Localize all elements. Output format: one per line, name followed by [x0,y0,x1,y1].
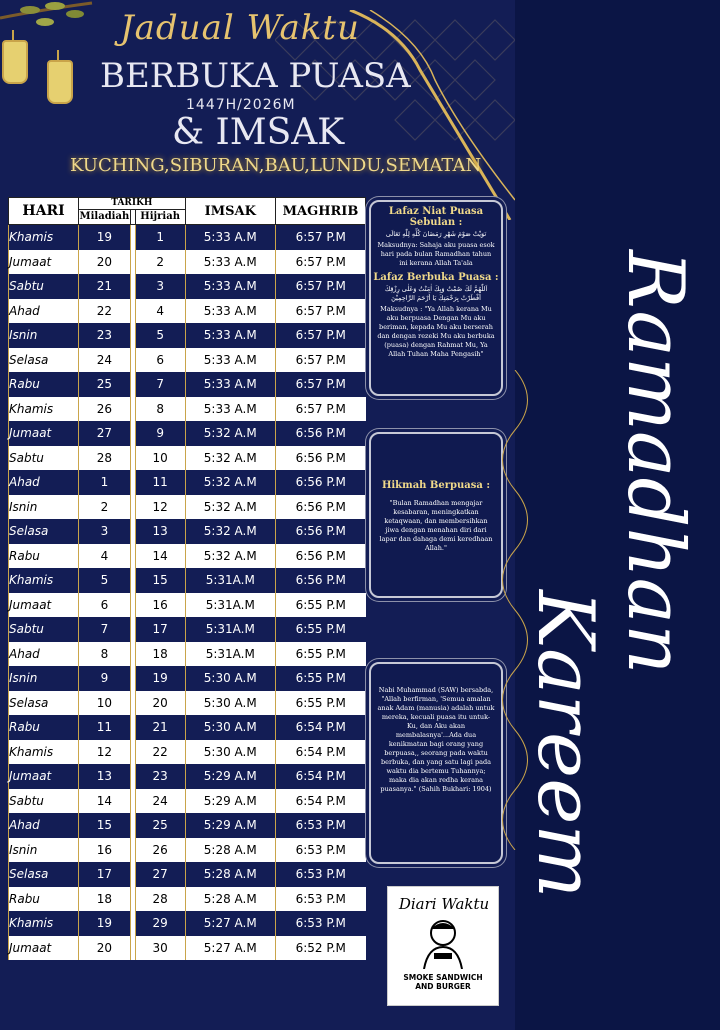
day-cell: Rabu [9,372,79,397]
col-miladiah-header: Miladiah [79,209,131,224]
miladiah-cell: 11 [79,715,131,740]
imsak-cell: 5:33 A.M [185,348,275,373]
miladiah-cell: 25 [79,372,131,397]
imsak-cell: 5:32 A.M [185,446,275,471]
maghrib-cell: 6:55 P.M [276,617,366,642]
table-row [9,470,366,495]
table-row [9,544,366,569]
table-row [9,617,366,642]
hijriah-cell: 1 [135,225,185,250]
chef-portrait-icon [420,915,466,969]
maghrib-cell: 6:55 P.M [276,666,366,691]
imsak-cell: 5:33 A.M [185,274,275,299]
logo-brand-name: Diari Waktu [398,895,490,913]
imsak-cell: 5:28 A.M [185,862,275,887]
day-cell: Sabtu [9,446,79,471]
imsak-cell: 5:33 A.M [185,250,275,275]
imsak-cell: 5:32 A.M [185,544,275,569]
day-cell: Selasa [9,691,79,716]
imsak-cell: 5:30 A.M [185,691,275,716]
hijriah-cell: 21 [135,715,185,740]
maghrib-cell: 6:55 P.M [276,593,366,618]
miladiah-cell: 4 [79,544,131,569]
imsak-cell: 5:29 A.M [185,764,275,789]
hijriah-cell: 26 [135,838,185,863]
maghrib-cell: 6:56 P.M [276,544,366,569]
col-tarikh-header: TARIKH [79,198,185,210]
maghrib-cell: 6:57 P.M [276,250,366,275]
day-cell: Khamis [9,225,79,250]
day-cell: Jumaat [9,421,79,446]
miladiah-cell: 27 [79,421,131,446]
hijriah-cell: 5 [135,323,185,348]
imsak-cell: 5:29 A.M [185,789,275,814]
hijriah-cell: 16 [135,593,185,618]
day-cell: Khamis [9,740,79,765]
imsak-cell: 5:27 A.M [185,936,275,961]
miladiah-cell: 21 [79,274,131,299]
maghrib-cell: 6:55 P.M [276,642,366,667]
miladiah-cell: 20 [79,250,131,275]
imsak-cell: 5:30 A.M [185,715,275,740]
hijriah-cell: 13 [135,519,185,544]
col-hijriah-header: Hijriah [135,209,185,224]
miladiah-cell: 5 [79,568,131,593]
table-row [9,568,366,593]
imsak-cell: 5:33 A.M [185,299,275,324]
hijriah-cell: 24 [135,789,185,814]
day-cell: Sabtu [9,789,79,814]
logo-tagline [390,973,496,991]
maghrib-cell: 6:56 P.M [276,495,366,520]
imsak-cell: 5:31A.M [185,593,275,618]
table-row [9,887,366,912]
table-row [9,642,366,667]
maghrib-cell: 6:57 P.M [276,299,366,324]
table-row [9,421,366,446]
table-row [9,789,366,814]
day-cell: Rabu [9,715,79,740]
day-cell: Isnin [9,838,79,863]
lantern-icon [47,60,73,104]
hijriah-cell: 12 [135,495,185,520]
miladiah-cell: 24 [79,348,131,373]
miladiah-cell: 14 [79,789,131,814]
table-row [9,691,366,716]
hijriah-cell: 6 [135,348,185,373]
day-cell: Sabtu [9,617,79,642]
imsak-cell: 5:33 A.M [185,225,275,250]
imsak-cell: 5:32 A.M [185,519,275,544]
miladiah-cell: 20 [79,936,131,961]
imsak-cell: 5:32 A.M [185,470,275,495]
day-cell: Khamis [9,911,79,936]
table-row [9,936,366,961]
hijriah-cell: 4 [135,299,185,324]
maghrib-cell: 6:57 P.M [276,397,366,422]
hikmah-title: Hikmah Berpuasa : [381,480,491,491]
day-cell: Khamis [9,568,79,593]
imsak-cell: 5:33 A.M [185,397,275,422]
imsak-title: & IMSAK [172,112,345,153]
berbuka-meaning: Maksudnya : "Ya Allah kerana Mu aku berpuasa Dengan Mu aku beriman, kepada Mu aku berserah dan dengan rezeki Mu aku berbuka (puasa) dengan Rahmat Mu, Ya Allah Tuhan Maha Pengasih" [377,305,495,358]
miladiah-cell: 19 [79,225,131,250]
hijriah-cell: 15 [135,568,185,593]
hijriah-cell: 14 [135,544,185,569]
maghrib-cell: 6:57 P.M [276,348,366,373]
maghrib-cell: 6:56 P.M [276,470,366,495]
table-row [9,372,366,397]
table-row [9,593,366,618]
hijriah-cell: 8 [135,397,185,422]
imsak-cell: 5:31A.M [185,617,275,642]
maghrib-cell: 6:54 P.M [276,740,366,765]
day-cell: Ahad [9,813,79,838]
maghrib-cell: 6:56 P.M [276,519,366,544]
table-row [9,323,366,348]
logo-tagline-2: AND BURGER [415,982,471,991]
table-row [9,299,366,324]
miladiah-cell: 12 [79,740,131,765]
hijriah-cell: 17 [135,617,185,642]
day-cell: Rabu [9,887,79,912]
niat-arabic: نَوَيْتُ صَوْمَ شَهْرِ رَمَضَانَ كُلِّهِ لِلّٰهِ تَعَالَى [385,230,487,238]
day-cell: Rabu [9,544,79,569]
table-row [9,225,366,250]
maghrib-cell: 6:57 P.M [276,323,366,348]
day-cell: Ahad [9,470,79,495]
berbuka-arabic: اَللّٰهُمَّ لَكَ صُمْتُ وَبِكَ اٰمَنْتُ وَعَلٰى رِزْقِكَ أَفْطَرْتُ بِرَحْمَتِكَ يَا أَرْحَمَ الرَّاحِمِيْنَ [384,285,488,302]
miladiah-cell: 13 [79,764,131,789]
col-imsak-header: IMSAK [185,198,275,225]
hijriah-cell: 7 [135,372,185,397]
maghrib-cell: 6:53 P.M [276,862,366,887]
table-row [9,813,366,838]
table-row [9,495,366,520]
imsak-cell: 5:31A.M [185,642,275,667]
table-row [9,764,366,789]
hikmah-text: "Bulan Ramadhan mengajar kesabaran, meningkatkan ketaqwaan, dan membersihkan jiwa dengan menahan diri dari lapar dan dahaga demi keredhaan Allah." [379,499,493,552]
script-title: Jadual Waktu [120,8,360,48]
hijriah-cell: 29 [135,911,185,936]
hadith-card [369,662,503,864]
day-cell: Isnin [9,495,79,520]
maghrib-cell: 6:57 P.M [276,225,366,250]
hijriah-cell: 18 [135,642,185,667]
day-cell: Jumaat [9,764,79,789]
miladiah-cell: 22 [79,299,131,324]
miladiah-cell: 16 [79,838,131,863]
lantern-icon [2,40,28,84]
maghrib-cell: 6:53 P.M [276,813,366,838]
imsak-cell: 5:27 A.M [185,911,275,936]
niat-puasa-card [369,200,503,396]
hijriah-cell: 2 [135,250,185,275]
hijriah-cell: 25 [135,813,185,838]
kareem-script: Kareem [520,590,610,899]
day-cell: Isnin [9,323,79,348]
maghrib-cell: 6:53 P.M [276,838,366,863]
col-maghrib-header: MAGHRIB [276,198,366,225]
hijriah-cell: 11 [135,470,185,495]
niat-title: Lafaz Niat Puasa Sebulan : [388,206,484,228]
imsak-cell: 5:33 A.M [185,323,275,348]
maghrib-cell: 6:56 P.M [276,568,366,593]
day-cell: Selasa [9,519,79,544]
year-label: 1447H/2026M [186,97,296,113]
imsak-cell: 5:30 A.M [185,740,275,765]
table-row [9,911,366,936]
imsak-cell: 5:33 A.M [185,372,275,397]
logo-tagline-1: SMOKE SANDWICH [403,973,483,982]
imsak-cell: 5:32 A.M [185,495,275,520]
miladiah-cell: 18 [79,887,131,912]
maghrib-cell: 6:53 P.M [276,887,366,912]
table-row [9,862,366,887]
miladiah-cell: 15 [79,813,131,838]
maghrib-cell: 6:55 P.M [276,691,366,716]
table-row [9,446,366,471]
maghrib-cell: 6:57 P.M [276,372,366,397]
table-row [9,250,366,275]
imsak-cell: 5:28 A.M [185,838,275,863]
hijriah-cell: 19 [135,666,185,691]
berbuka-title: Lafaz Berbuka Puasa : [373,272,499,283]
hijriah-cell: 10 [135,446,185,471]
day-cell: Selasa [9,862,79,887]
day-cell: Jumaat [9,936,79,961]
maghrib-cell: 6:54 P.M [276,789,366,814]
hadith-text: Nabi Muhammad (SAW) bersabda, "Allah berfirman, 'Semua amalan anak Adam (manusia) adalah untuk mereka, kecuali puasa itu untuk-Ku, dan Aku akan membalasnya'...Ada dua kenikmatan bagi orang yang berpuasa,, seorang pada waktu berbuka, dan yang satu lagi pada waktu dia bertemu Tuhannya; maka dia akan redha kerana puasanya." (Sahih Bukhari: 1904) [377,686,495,793]
imsak-cell: 5:29 A.M [185,813,275,838]
ramadhan-script: Ramadhan [610,250,700,675]
day-cell: Ahad [9,642,79,667]
day-cell: Ahad [9,299,79,324]
day-cell: Jumaat [9,250,79,275]
maghrib-cell: 6:56 P.M [276,421,366,446]
table-row [9,519,366,544]
hijriah-cell: 22 [135,740,185,765]
day-cell: Isnin [9,666,79,691]
table-row [9,666,366,691]
hijriah-cell: 23 [135,764,185,789]
table-row [9,740,366,765]
miladiah-cell: 1 [79,470,131,495]
maghrib-cell: 6:52 P.M [276,936,366,961]
day-cell: Sabtu [9,274,79,299]
imsak-cell: 5:30 A.M [185,666,275,691]
table-row [9,274,366,299]
prayer-schedule-table [8,197,366,960]
miladiah-cell: 17 [79,862,131,887]
hijriah-cell: 3 [135,274,185,299]
table-row [9,838,366,863]
maghrib-cell: 6:54 P.M [276,715,366,740]
miladiah-cell: 26 [79,397,131,422]
imsak-cell: 5:31A.M [185,568,275,593]
imsak-cell: 5:28 A.M [185,887,275,912]
maghrib-cell: 6:57 P.M [276,274,366,299]
hijriah-cell: 28 [135,887,185,912]
brand-logo [387,886,499,1006]
maghrib-cell: 6:54 P.M [276,764,366,789]
miladiah-cell: 10 [79,691,131,716]
hijriah-cell: 20 [135,691,185,716]
miladiah-cell: 28 [79,446,131,471]
miladiah-cell: 3 [79,519,131,544]
niat-meaning: Maksudnya: Sahaja aku puasa esok hari pada bulan Ramadhan tahun ini kerana Allah Ta'ala [377,241,495,267]
miladiah-cell: 23 [79,323,131,348]
maghrib-cell: 6:53 P.M [276,911,366,936]
hijriah-cell: 27 [135,862,185,887]
imsak-cell: 5:32 A.M [185,421,275,446]
miladiah-cell: 6 [79,593,131,618]
main-title: BERBUKA PUASA [100,56,411,96]
hikmah-card [369,432,503,598]
day-cell: Selasa [9,348,79,373]
day-cell: Jumaat [9,593,79,618]
places-label: KUCHING,SIBURAN,BAU,LUNDU,SEMATAN [70,155,482,176]
miladiah-cell: 2 [79,495,131,520]
miladiah-cell: 9 [79,666,131,691]
hijriah-cell: 9 [135,421,185,446]
table-row [9,348,366,373]
miladiah-cell: 8 [79,642,131,667]
hijriah-cell: 30 [135,936,185,961]
col-hari-header: HARI [9,198,79,225]
day-cell: Khamis [9,397,79,422]
table-row [9,715,366,740]
miladiah-cell: 7 [79,617,131,642]
maghrib-cell: 6:56 P.M [276,446,366,471]
table-row [9,397,366,422]
miladiah-cell: 19 [79,911,131,936]
